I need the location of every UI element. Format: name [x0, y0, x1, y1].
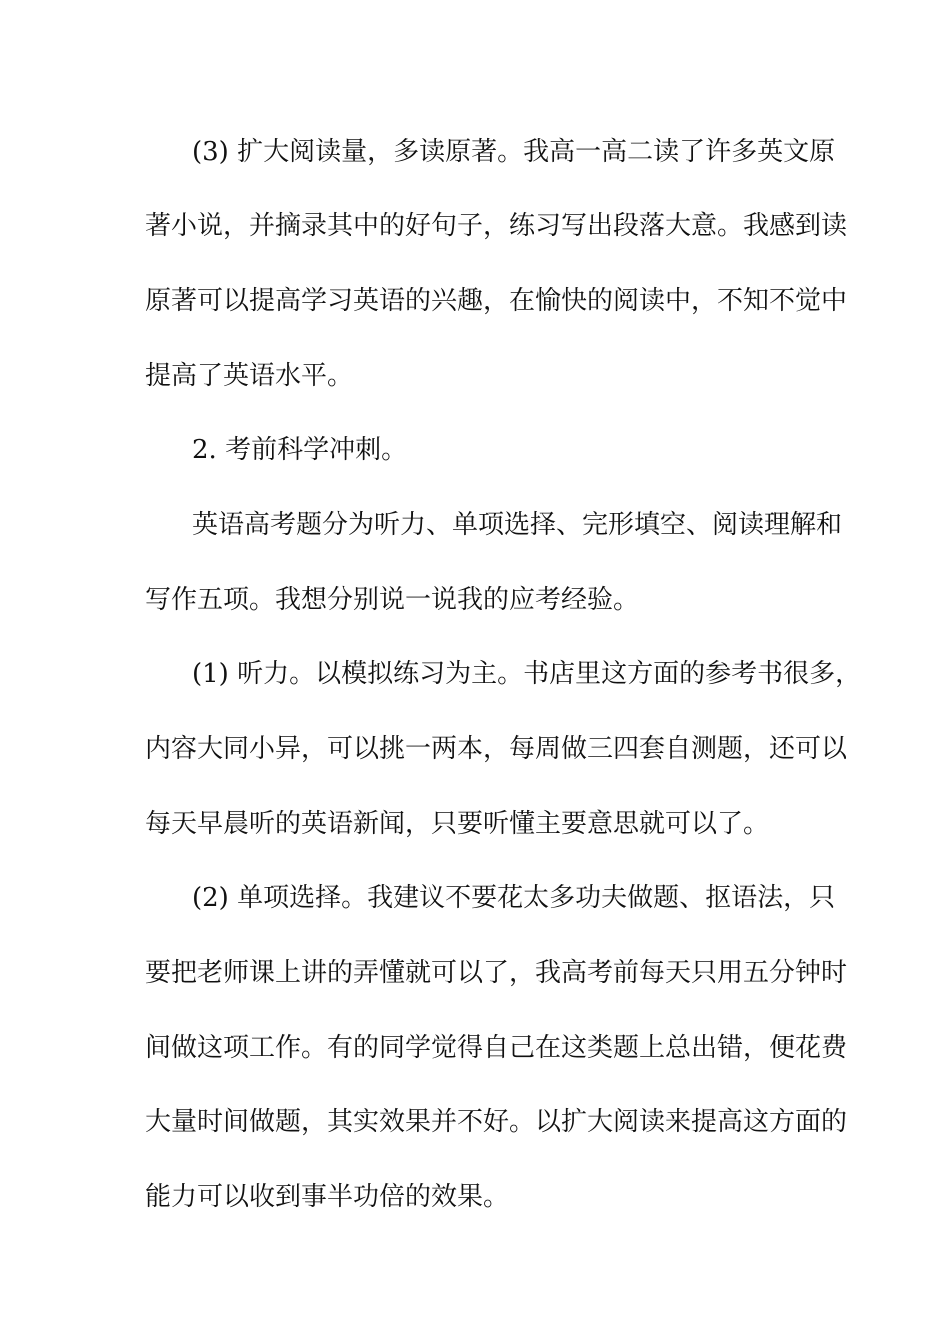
paragraph-choice-line-5: 能力可以收到事半功倍的效果。: [145, 1182, 510, 1212]
paragraph-choice-line-3: 间做这项工作。有的同学觉得自己在这类题上总出错，便花费: [145, 1033, 848, 1063]
paragraph-choice-line-1: (2) 单项选择。我建议不要花太多功夫做题、抠语法，只: [192, 883, 836, 913]
paragraph-listening-line-2: 内容大同小异，可以挑一两本，每周做三四套自测题，还可以: [145, 734, 848, 764]
paragraph-reading-line-3: 原著可以提高学习英语的兴趣，在愉快的阅读中，不知不觉中: [145, 286, 848, 316]
paragraph-choice-line-4: 大量时间做题，其实效果并不好。以扩大阅读来提高这方面的: [145, 1107, 848, 1137]
paragraph-reading-line-1: (3) 扩大阅读量，多读原著。我高一高二读了许多英文原: [192, 137, 836, 167]
section-heading: 2. 考前科学冲刺。: [192, 435, 408, 465]
paragraph-intro-line-1: 英语高考题分为听力、单项选择、完形填空、阅读理解和: [192, 510, 843, 540]
paragraph-choice-line-2: 要把老师课上讲的弄懂就可以了，我高考前每天只用五分钟时: [145, 958, 848, 988]
paragraph-listening-line-1: (1) 听力。以模拟练习为主。书店里这方面的参考书很多，: [192, 659, 862, 689]
paragraph-intro-line-2: 写作五项。我想分别说一说我的应考经验。: [145, 585, 640, 615]
paragraph-reading-line-4: 提高了英语水平。: [145, 361, 354, 391]
paragraph-listening-line-3: 每天早晨听的英语新闻，只要听懂主要意思就可以了。: [145, 809, 770, 839]
paragraph-reading-line-2: 著小说，并摘录其中的好句子，练习写出段落大意。我感到读: [145, 211, 848, 241]
